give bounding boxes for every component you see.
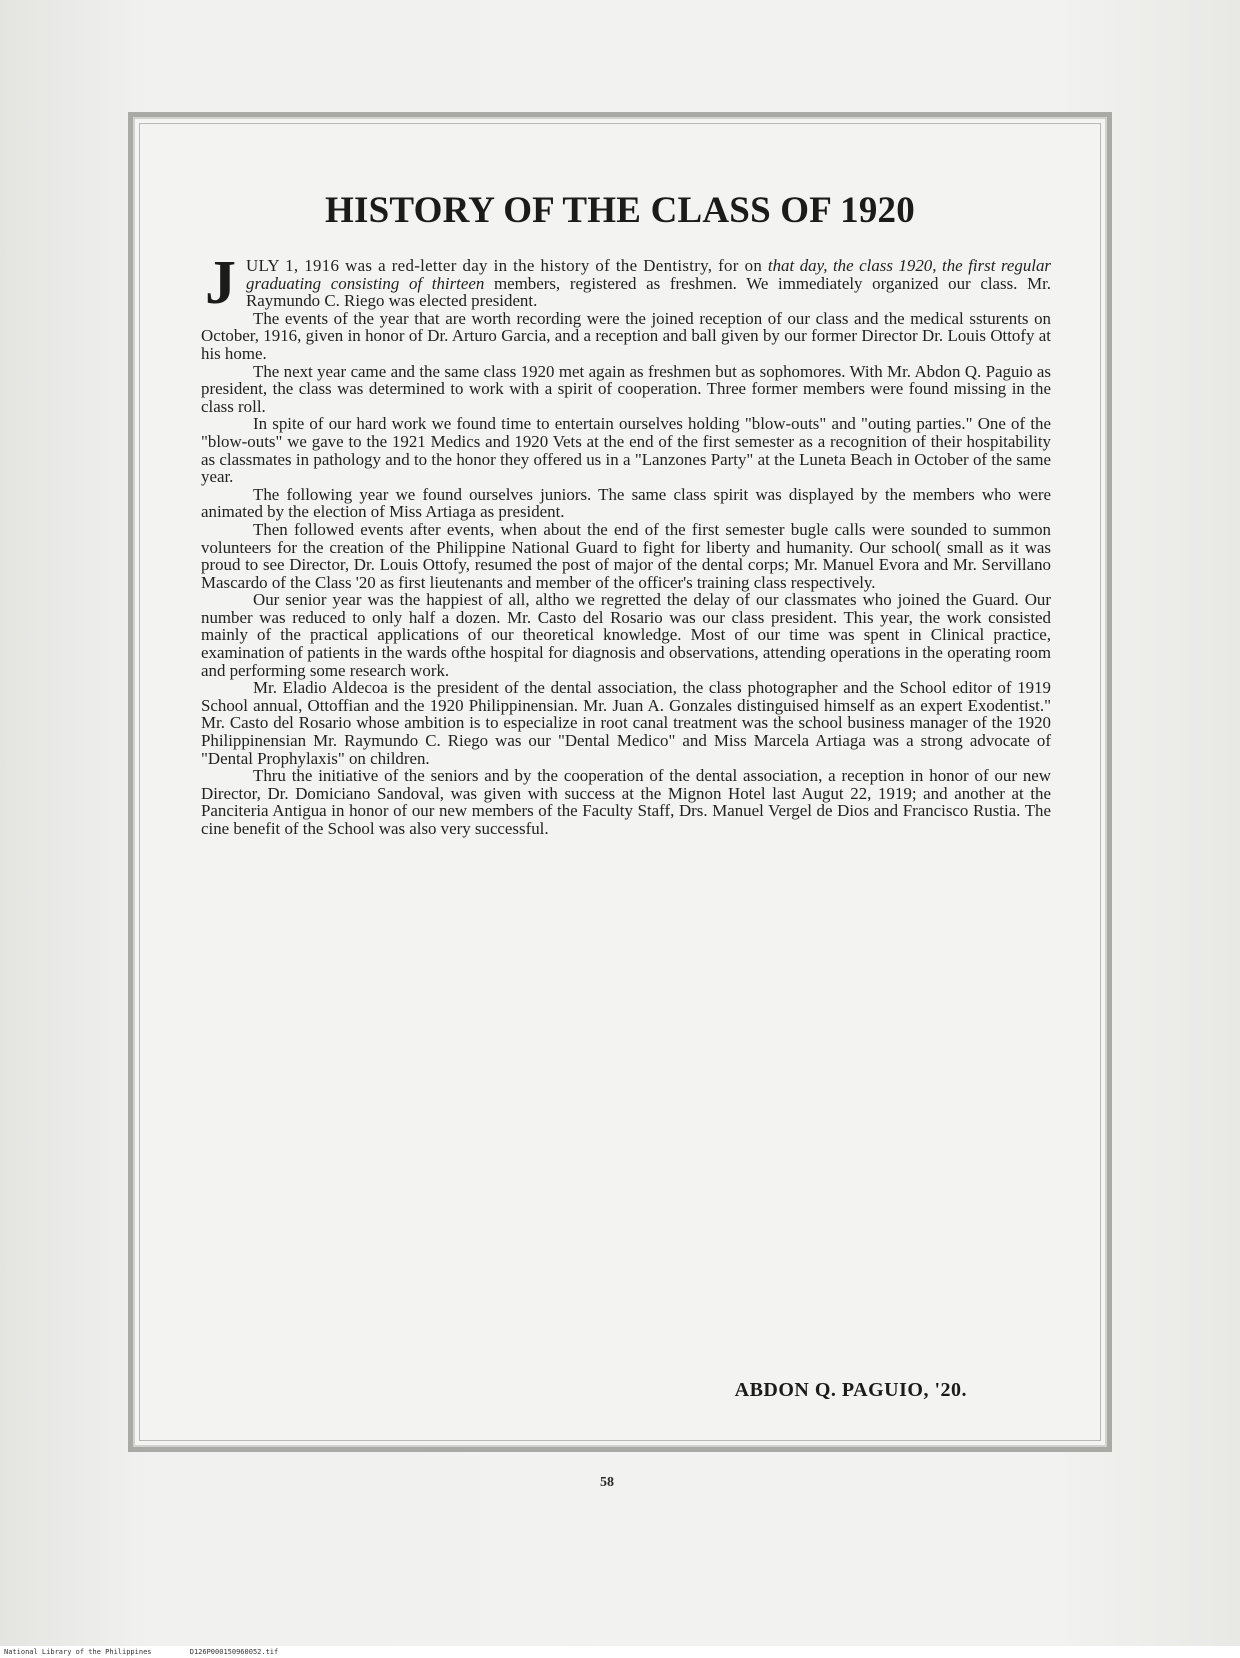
paragraph-1-rest: members, registered as freshmen. We immediately organized our class. Mr. Raymundo C. Riego was elected president.: [246, 273, 1052, 311]
paragraph-6: Then followed events after events, when about the end of the first semester bugle calls were sounded to summon volunteers for the creation of the Philippine National Guard to fight for liberty and humanity. Our school( small as it was proud to see Director, Dr. Louis Ottofy, resumed the post of major of the dental corps; Mr. Manuel Evora and Mr. Servillano Mascardo of the Class '20 as first lieutenants and member of the officer's training class respectively.: [201, 519, 1051, 592]
paragraph-4: In spite of our hard work we found time to entertain ourselves holding "blow-outs" and "outing parties." One of the "blow-outs" we gave to the 1921 Medics and 1920 Vets at the end of the first semester as a recognition of their hospitability as classmates in pathology and to the honor they offered us in a "Lanzones Party" at the Luneta Beach in October of the same year.: [201, 414, 1051, 487]
paragraph-7: Our senior year was the happiest of all, altho we regretted the delay of our classmates who joined the Guard. Our number was reduced to only half a dozen. Mr. Casto del Rosario was our class president. This year, the work consisted mainly of the practical applications of our theoretical knowledge. Most of our time was spent in Clinical practice, examination of patients in the wards ofthe hospital for diagnosis and observations, attending operations in the operating room and performing some research work.: [201, 590, 1051, 680]
author-signature: ABDON Q. PAGUIO, '20.: [734, 1379, 967, 1401]
document-title: HISTORY OF THE CLASS OF 1920: [325, 190, 915, 231]
scan-footer: [0, 1646, 1240, 1658]
footer-library: National Library of the Philippines: [4, 1648, 152, 1656]
footer-file-id: D126P000150960052.tif: [189, 1648, 279, 1656]
paragraph-5: The following year we found ourselves juniors. The same class spirit was displayed by the members who were animated by the election of Miss Artiaga as president.: [201, 484, 1051, 522]
paragraph-9: Thru the initiative of the seniors and by the cooperation of the dental association, a reception in honor of our new Director, Dr. Domiciano Sandoval, was given with success at the Mignon Hotel last Augut 22, 1919; and another at the Panciteria Antigua in honor of our new members of the Faculty Staff, Drs. Manuel Vergel de Dios and Francisco Rustia. The cine benefit of the School was also very successful.: [201, 766, 1051, 838]
drop-cap-letter: J: [205, 249, 236, 317]
article-body: [201, 249, 1052, 838]
paragraph-3: The next year came and the same class 1920 met again as freshmen but as sophomores. With Mr. Abdon Q. Paguio as president, the class was determined to work with a spirit of cooperation. Three former members were found missing in the class roll.: [201, 361, 1051, 416]
paragraph-1-lead: ULY 1, 1916 was a red-letter day in the history of the Dentistry, for on: [246, 256, 768, 275]
paragraph-8: Mr. Eladio Aldecoa is the president of the dental association, the class photographer and the School editor of 1919 School annual, Ottoffian and the 1920 Philippinensian. Mr. Juan A. Gonzales distinguised himself as an expert Exodentist." Mr. Casto del Rosario whose ambition is to especialize in root canal treatment was the school business manager of the 1920 Philippinensian Mr. Raymundo C. Riego was our "Dental Medico" and Miss Marcela Artiaga was a strong advocate of "Dental Prophylaxis" on children.: [201, 678, 1051, 768]
paragraph-2: The events of the year that are worth recording were the joined reception of our class and the medical ssturents on October, 1916, given in honor of Dr. Arturo Garcia, and a reception and ball given by our former Director Dr. Louis Ottofy at his home.: [201, 308, 1051, 363]
paragraph-1: [201, 249, 1052, 317]
page-border-frame: [128, 112, 1112, 1452]
paragraph-1-italic: that day, the class 1920, the first regular graduating consisting of thirteen: [246, 256, 1052, 293]
page-number: 58: [600, 1475, 614, 1490]
